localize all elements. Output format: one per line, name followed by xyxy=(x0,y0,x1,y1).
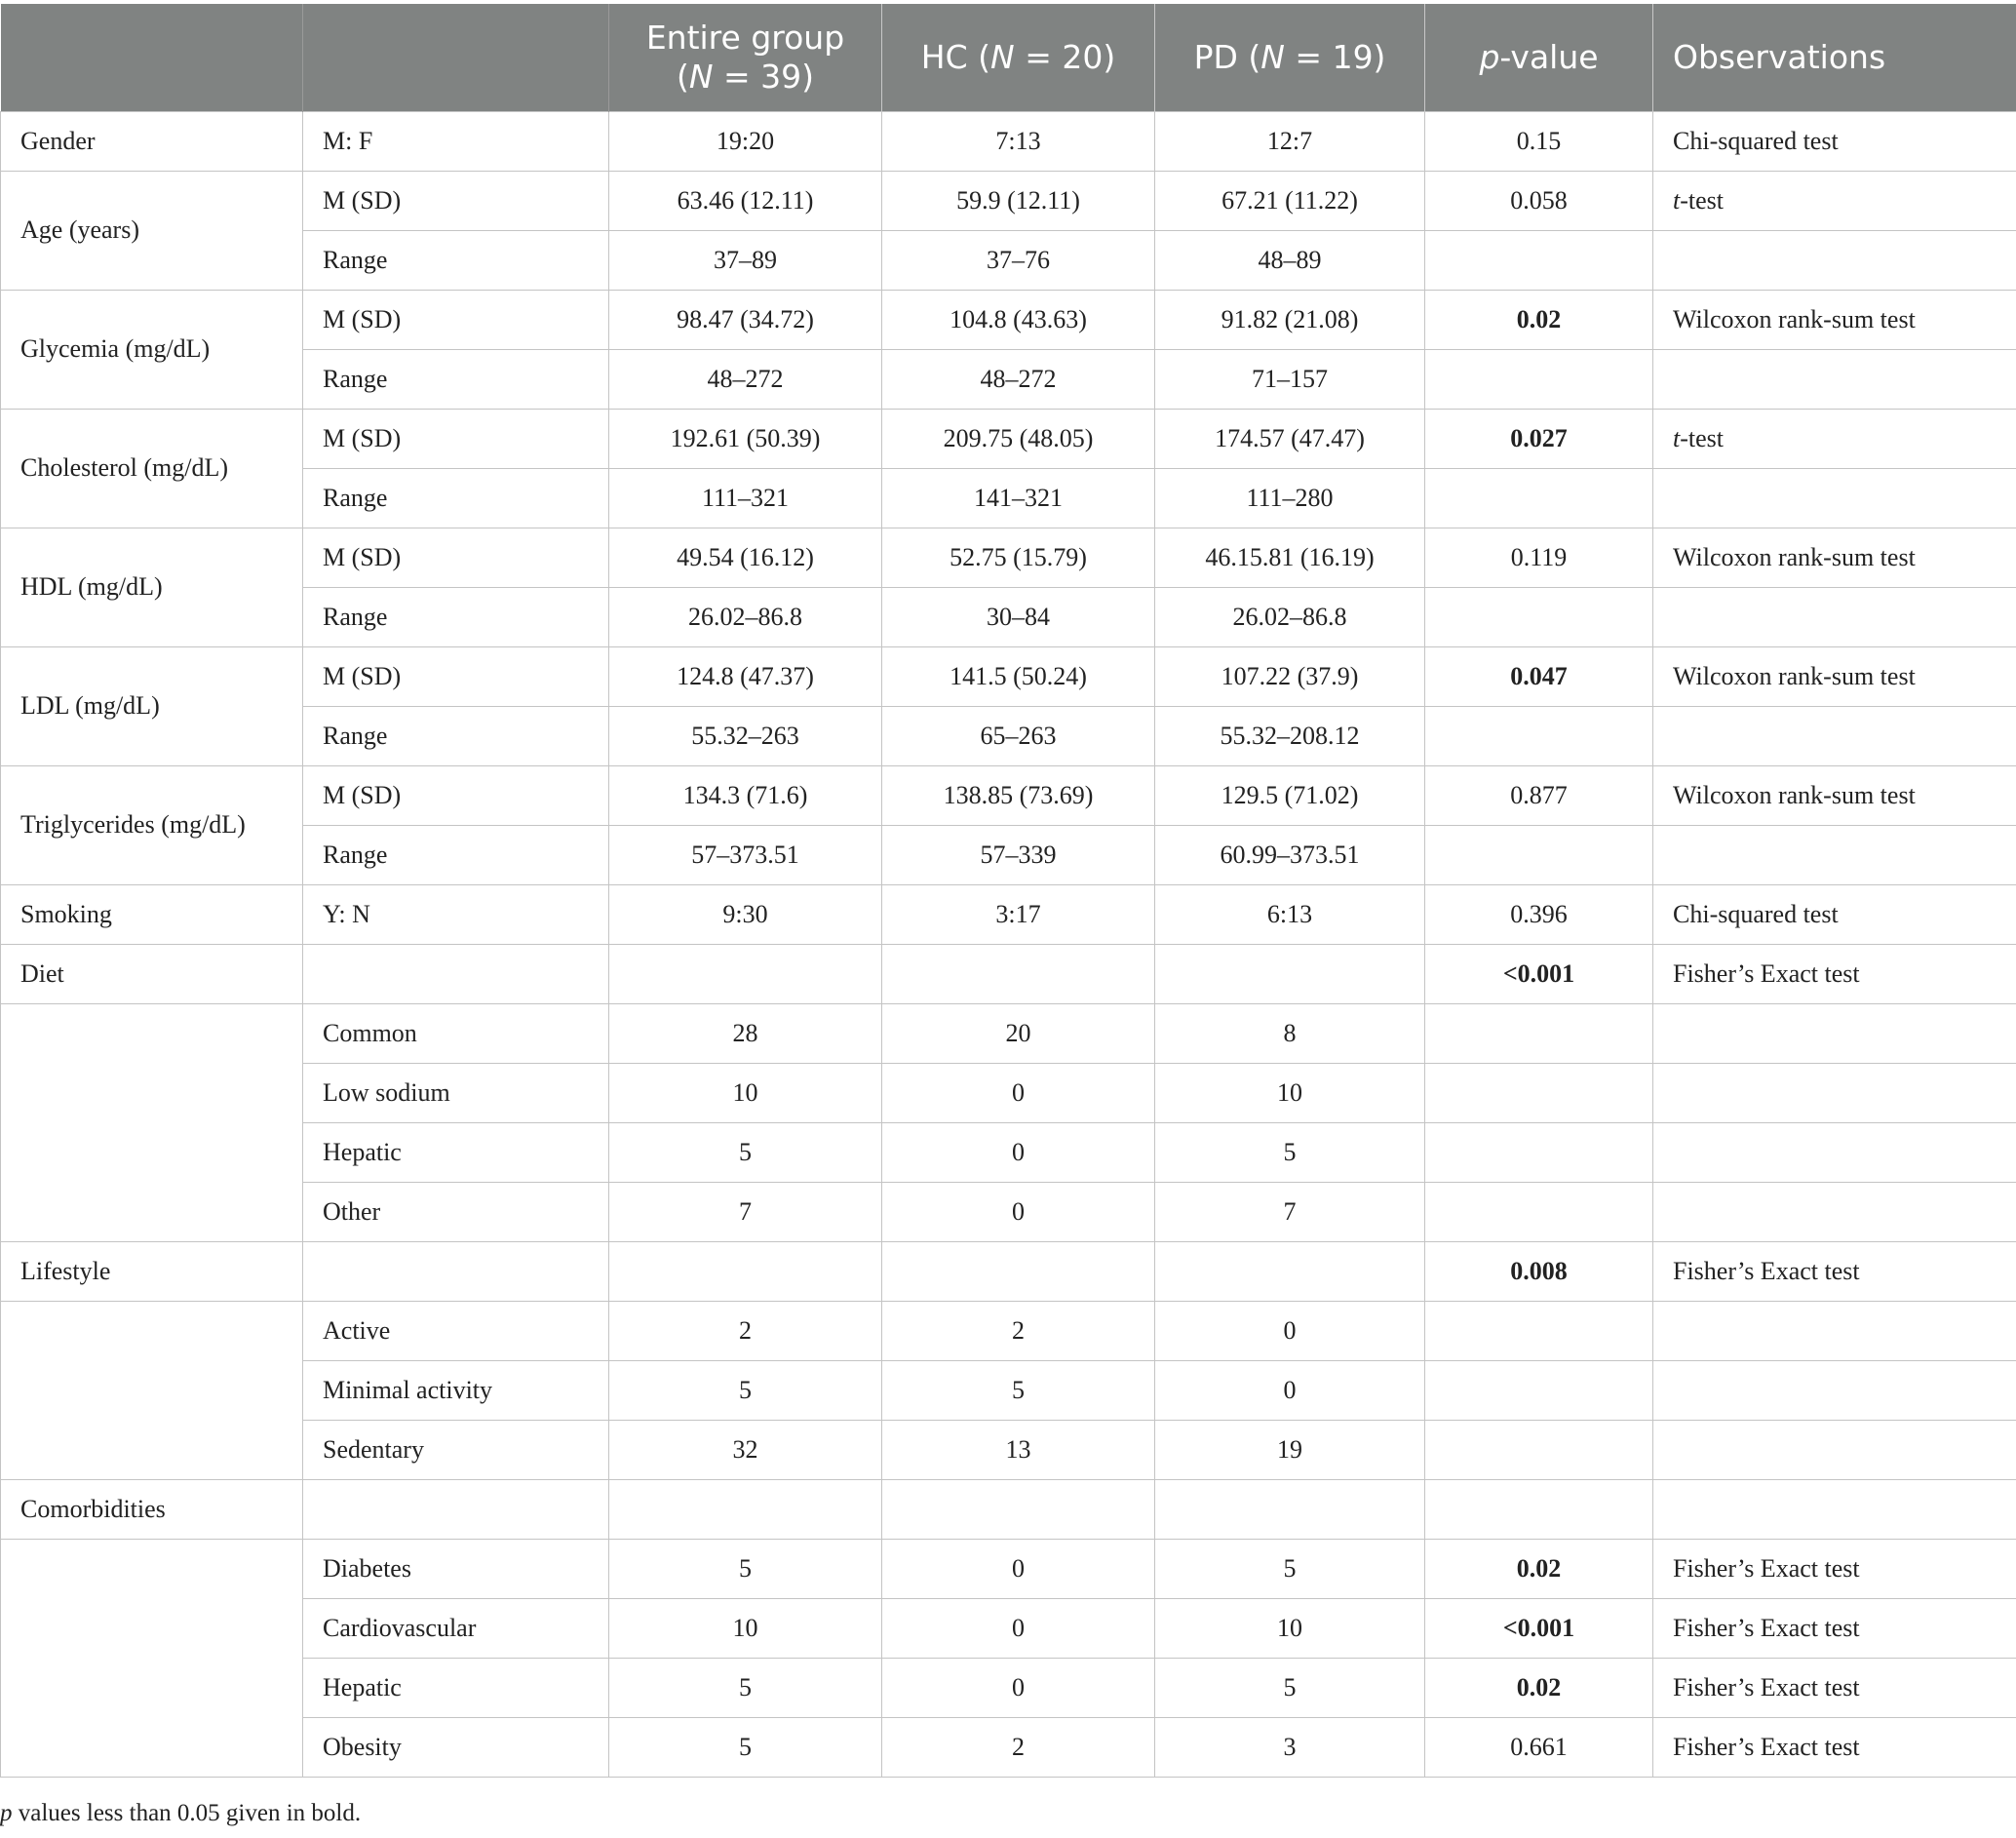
cell-observations xyxy=(1653,1182,2016,1241)
cell-p-value xyxy=(1425,230,1653,290)
cell-pd: 174.57 (47.47) xyxy=(1155,409,1425,468)
cell-entire-group: 5 xyxy=(609,1122,882,1182)
row-category: LDL (mg/dL) xyxy=(1,646,303,765)
cell-pd: 67.21 (11.22) xyxy=(1155,171,1425,230)
cell-observations: Fisher’s Exact test xyxy=(1653,1241,2016,1301)
cell-p-value: 0.661 xyxy=(1425,1717,1653,1777)
row-subcategory: M (SD) xyxy=(303,290,609,349)
cell-hc xyxy=(882,1479,1155,1539)
table-row xyxy=(1,1598,2016,1658)
cell-pd: 48–89 xyxy=(1155,230,1425,290)
cell-pd: 10 xyxy=(1155,1598,1425,1658)
row-category: Age (years) xyxy=(1,171,303,290)
cell-pd: 129.5 (71.02) xyxy=(1155,765,1425,825)
row-category: HDL (mg/dL) xyxy=(1,528,303,646)
header-p-var: p xyxy=(1479,37,1500,76)
cell-entire-group: 5 xyxy=(609,1717,882,1777)
cell-hc: 59.9 (12.11) xyxy=(882,171,1155,230)
cell-p-value xyxy=(1425,587,1653,646)
cell-pd: 91.82 (21.08) xyxy=(1155,290,1425,349)
row-subcategory xyxy=(303,944,609,1003)
row-subcategory: Sedentary xyxy=(303,1420,609,1479)
table-body xyxy=(1,111,2016,1777)
cell-pd: 107.22 (37.9) xyxy=(1155,646,1425,706)
row-category xyxy=(1,1003,303,1241)
header-entire-n-var: N xyxy=(688,57,714,96)
cell-hc: 138.85 (73.69) xyxy=(882,765,1155,825)
row-subcategory: M (SD) xyxy=(303,528,609,587)
cell-entire-group: 48–272 xyxy=(609,349,882,409)
cell-hc: 0 xyxy=(882,1598,1155,1658)
cell-pd: 5 xyxy=(1155,1658,1425,1717)
cell-entire-group: 5 xyxy=(609,1360,882,1420)
row-subcategory: M (SD) xyxy=(303,171,609,230)
cell-pd: 0 xyxy=(1155,1301,1425,1360)
table-row xyxy=(1,230,2016,290)
cell-p-value: <0.001 xyxy=(1425,944,1653,1003)
header-hc xyxy=(882,4,1155,111)
cell-entire-group: 134.3 (71.6) xyxy=(609,765,882,825)
cell-entire-group: 2 xyxy=(609,1301,882,1360)
cell-p-value xyxy=(1425,468,1653,528)
table-row xyxy=(1,171,2016,230)
table-row xyxy=(1,349,2016,409)
table-row xyxy=(1,468,2016,528)
row-subcategory: Obesity xyxy=(303,1717,609,1777)
cell-p-value xyxy=(1425,1420,1653,1479)
cell-hc: 7:13 xyxy=(882,111,1155,171)
cell-observations xyxy=(1653,171,2016,230)
cell-pd: 6:13 xyxy=(1155,884,1425,944)
cell-observations: Fisher’s Exact test xyxy=(1653,944,2016,1003)
header-pd-n-var: N xyxy=(1260,37,1285,76)
cell-entire-group: 7 xyxy=(609,1182,882,1241)
cell-entire-group: 26.02–86.8 xyxy=(609,587,882,646)
row-subcategory xyxy=(303,1241,609,1301)
cell-observations xyxy=(1653,230,2016,290)
cell-entire-group: 28 xyxy=(609,1003,882,1063)
cell-hc: 65–263 xyxy=(882,706,1155,765)
row-category: Triglycerides (mg/dL) xyxy=(1,765,303,884)
row-subcategory: M (SD) xyxy=(303,409,609,468)
observation-italic-t: t xyxy=(1673,185,1681,215)
table-row xyxy=(1,1360,2016,1420)
cell-pd: 71–157 xyxy=(1155,349,1425,409)
table-row xyxy=(1,1301,2016,1360)
table-row xyxy=(1,1479,2016,1539)
cell-pd: 0 xyxy=(1155,1360,1425,1420)
header-hc-label: HC ( xyxy=(920,37,991,76)
cell-p-value xyxy=(1425,1003,1653,1063)
table-footnote xyxy=(0,1800,361,1827)
cell-p-value xyxy=(1425,706,1653,765)
table-row xyxy=(1,706,2016,765)
row-category xyxy=(1,1539,303,1777)
cell-p-value: <0.001 xyxy=(1425,1598,1653,1658)
cell-observations xyxy=(1653,825,2016,884)
cell-pd: 12:7 xyxy=(1155,111,1425,171)
cell-entire-group: 111–321 xyxy=(609,468,882,528)
header-p-rest: -value xyxy=(1499,37,1599,76)
cell-entire-group xyxy=(609,1479,882,1539)
observation-text: -test xyxy=(1680,185,1724,215)
cell-pd: 26.02–86.8 xyxy=(1155,587,1425,646)
cell-entire-group: 5 xyxy=(609,1658,882,1717)
cell-p-value: 0.047 xyxy=(1425,646,1653,706)
observation-text: -test xyxy=(1680,423,1724,452)
cell-observations: Wilcoxon rank-sum test xyxy=(1653,528,2016,587)
cell-entire-group: 63.46 (12.11) xyxy=(609,171,882,230)
cell-entire-group: 5 xyxy=(609,1539,882,1598)
data-table-container xyxy=(0,4,2016,1778)
cell-pd: 8 xyxy=(1155,1003,1425,1063)
cell-pd: 60.99–373.51 xyxy=(1155,825,1425,884)
header-hc-n-var: N xyxy=(990,37,1015,76)
row-subcategory: Range xyxy=(303,349,609,409)
cell-entire-group xyxy=(609,1241,882,1301)
cell-observations xyxy=(1653,468,2016,528)
cell-entire-group: 98.47 (34.72) xyxy=(609,290,882,349)
table-row xyxy=(1,944,2016,1003)
cell-observations: Fisher’s Exact test xyxy=(1653,1539,2016,1598)
row-subcategory: Hepatic xyxy=(303,1658,609,1717)
header-hc-n-value: = 20) xyxy=(1014,37,1116,76)
row-subcategory: Common xyxy=(303,1003,609,1063)
cell-hc xyxy=(882,1241,1155,1301)
cell-entire-group xyxy=(609,944,882,1003)
cell-entire-group: 10 xyxy=(609,1598,882,1658)
cell-entire-group: 10 xyxy=(609,1063,882,1122)
table-row xyxy=(1,528,2016,587)
row-subcategory: M (SD) xyxy=(303,765,609,825)
header-pd xyxy=(1155,4,1425,111)
row-subcategory: Low sodium xyxy=(303,1063,609,1122)
header-observations: Observations xyxy=(1653,4,2016,111)
row-subcategory: Minimal activity xyxy=(303,1360,609,1420)
cell-p-value: 0.15 xyxy=(1425,111,1653,171)
table-row xyxy=(1,1063,2016,1122)
row-subcategory: Diabetes xyxy=(303,1539,609,1598)
header-pd-n-value: = 19) xyxy=(1284,37,1386,76)
cell-entire-group: 124.8 (47.37) xyxy=(609,646,882,706)
cell-pd: 111–280 xyxy=(1155,468,1425,528)
cell-pd: 7 xyxy=(1155,1182,1425,1241)
cell-hc: 2 xyxy=(882,1717,1155,1777)
row-subcategory: Other xyxy=(303,1182,609,1241)
cell-p-value: 0.008 xyxy=(1425,1241,1653,1301)
cell-observations xyxy=(1653,1063,2016,1122)
row-category: Smoking xyxy=(1,884,303,944)
table-row xyxy=(1,1003,2016,1063)
cell-hc: 209.75 (48.05) xyxy=(882,409,1155,468)
cell-p-value: 0.02 xyxy=(1425,290,1653,349)
cell-pd: 19 xyxy=(1155,1420,1425,1479)
row-subcategory: Active xyxy=(303,1301,609,1360)
header-entire-group: Entire group (N = 39) xyxy=(609,4,882,111)
table-row xyxy=(1,1717,2016,1777)
cell-observations xyxy=(1653,1360,2016,1420)
cell-hc: 2 xyxy=(882,1301,1155,1360)
table-row xyxy=(1,1241,2016,1301)
cell-p-value: 0.027 xyxy=(1425,409,1653,468)
cell-observations xyxy=(1653,1122,2016,1182)
cell-observations: Wilcoxon rank-sum test xyxy=(1653,290,2016,349)
cell-p-value xyxy=(1425,349,1653,409)
cell-pd: 46.15.81 (16.19) xyxy=(1155,528,1425,587)
cell-pd: 5 xyxy=(1155,1539,1425,1598)
cell-observations xyxy=(1653,1301,2016,1360)
table-row xyxy=(1,587,2016,646)
cell-hc: 30–84 xyxy=(882,587,1155,646)
cell-hc xyxy=(882,944,1155,1003)
cell-hc: 13 xyxy=(882,1420,1155,1479)
cell-hc: 0 xyxy=(882,1539,1155,1598)
row-subcategory: Range xyxy=(303,825,609,884)
characteristics-table xyxy=(0,4,2016,1778)
cell-p-value xyxy=(1425,825,1653,884)
cell-pd: 10 xyxy=(1155,1063,1425,1122)
row-category: Glycemia (mg/dL) xyxy=(1,290,303,409)
row-category: Comorbidities xyxy=(1,1479,303,1539)
row-category xyxy=(1,1301,303,1479)
table-row xyxy=(1,765,2016,825)
row-subcategory: Hepatic xyxy=(303,1122,609,1182)
table-header-row xyxy=(1,4,2016,111)
row-subcategory: Y: N xyxy=(303,884,609,944)
cell-entire-group: 32 xyxy=(609,1420,882,1479)
cell-p-value xyxy=(1425,1301,1653,1360)
header-blank-subcategory xyxy=(303,4,609,111)
header-entire-n-value: = 39) xyxy=(713,57,815,96)
row-subcategory: Cardiovascular xyxy=(303,1598,609,1658)
cell-observations: Wilcoxon rank-sum test xyxy=(1653,646,2016,706)
row-subcategory: M: F xyxy=(303,111,609,171)
cell-entire-group: 49.54 (16.12) xyxy=(609,528,882,587)
cell-pd xyxy=(1155,944,1425,1003)
cell-hc: 37–76 xyxy=(882,230,1155,290)
header-blank-category xyxy=(1,4,303,111)
cell-observations: Fisher’s Exact test xyxy=(1653,1598,2016,1658)
table-row xyxy=(1,111,2016,171)
cell-hc: 0 xyxy=(882,1182,1155,1241)
cell-hc: 5 xyxy=(882,1360,1155,1420)
cell-hc: 3:17 xyxy=(882,884,1155,944)
cell-p-value xyxy=(1425,1360,1653,1420)
cell-pd xyxy=(1155,1241,1425,1301)
cell-observations xyxy=(1653,587,2016,646)
cell-observations: Fisher’s Exact test xyxy=(1653,1658,2016,1717)
table-row xyxy=(1,825,2016,884)
row-subcategory: M (SD) xyxy=(303,646,609,706)
cell-observations xyxy=(1653,1479,2016,1539)
row-subcategory: Range xyxy=(303,706,609,765)
footnote-p-var: p xyxy=(0,1800,13,1826)
row-subcategory: Range xyxy=(303,468,609,528)
cell-entire-group: 37–89 xyxy=(609,230,882,290)
row-subcategory: Range xyxy=(303,230,609,290)
cell-hc: 57–339 xyxy=(882,825,1155,884)
cell-entire-group: 192.61 (50.39) xyxy=(609,409,882,468)
table-row xyxy=(1,290,2016,349)
cell-observations xyxy=(1653,349,2016,409)
table-row xyxy=(1,1122,2016,1182)
table-row xyxy=(1,1658,2016,1717)
cell-hc: 141–321 xyxy=(882,468,1155,528)
cell-hc: 20 xyxy=(882,1003,1155,1063)
cell-p-value: 0.02 xyxy=(1425,1539,1653,1598)
table-row xyxy=(1,884,2016,944)
table-row xyxy=(1,1182,2016,1241)
cell-pd: 55.32–208.12 xyxy=(1155,706,1425,765)
table-row xyxy=(1,1539,2016,1598)
cell-observations xyxy=(1653,706,2016,765)
cell-entire-group: 9:30 xyxy=(609,884,882,944)
cell-pd: 5 xyxy=(1155,1122,1425,1182)
row-category: Lifestyle xyxy=(1,1241,303,1301)
cell-entire-group: 55.32–263 xyxy=(609,706,882,765)
row-category: Cholesterol (mg/dL) xyxy=(1,409,303,528)
cell-observations: Chi-squared test xyxy=(1653,884,2016,944)
cell-entire-group: 19:20 xyxy=(609,111,882,171)
cell-p-value: 0.058 xyxy=(1425,171,1653,230)
row-category: Gender xyxy=(1,111,303,171)
table-row xyxy=(1,409,2016,468)
table-row xyxy=(1,1420,2016,1479)
header-entire-label: Entire group xyxy=(645,18,845,57)
cell-hc: 0 xyxy=(882,1658,1155,1717)
cell-hc: 48–272 xyxy=(882,349,1155,409)
cell-pd: 3 xyxy=(1155,1717,1425,1777)
cell-hc: 0 xyxy=(882,1122,1155,1182)
cell-observations: Fisher’s Exact test xyxy=(1653,1717,2016,1777)
observation-italic-t: t xyxy=(1673,423,1681,452)
row-subcategory xyxy=(303,1479,609,1539)
header-pd-label: PD ( xyxy=(1193,37,1261,76)
header-p-value xyxy=(1425,4,1653,111)
table-row xyxy=(1,646,2016,706)
cell-p-value xyxy=(1425,1122,1653,1182)
row-category: Diet xyxy=(1,944,303,1003)
cell-hc: 141.5 (50.24) xyxy=(882,646,1155,706)
cell-p-value xyxy=(1425,1479,1653,1539)
cell-pd xyxy=(1155,1479,1425,1539)
cell-hc: 104.8 (43.63) xyxy=(882,290,1155,349)
cell-observations xyxy=(1653,409,2016,468)
cell-p-value xyxy=(1425,1182,1653,1241)
cell-p-value: 0.396 xyxy=(1425,884,1653,944)
cell-p-value xyxy=(1425,1063,1653,1122)
cell-hc: 52.75 (15.79) xyxy=(882,528,1155,587)
cell-p-value: 0.02 xyxy=(1425,1658,1653,1717)
cell-observations xyxy=(1653,1420,2016,1479)
cell-hc: 0 xyxy=(882,1063,1155,1122)
cell-observations xyxy=(1653,1003,2016,1063)
cell-p-value: 0.119 xyxy=(1425,528,1653,587)
cell-observations: Chi-squared test xyxy=(1653,111,2016,171)
row-subcategory: Range xyxy=(303,587,609,646)
cell-entire-group: 57–373.51 xyxy=(609,825,882,884)
cell-p-value: 0.877 xyxy=(1425,765,1653,825)
cell-observations: Wilcoxon rank-sum test xyxy=(1653,765,2016,825)
footnote-text: values less than 0.05 given in bold. xyxy=(12,1800,362,1826)
